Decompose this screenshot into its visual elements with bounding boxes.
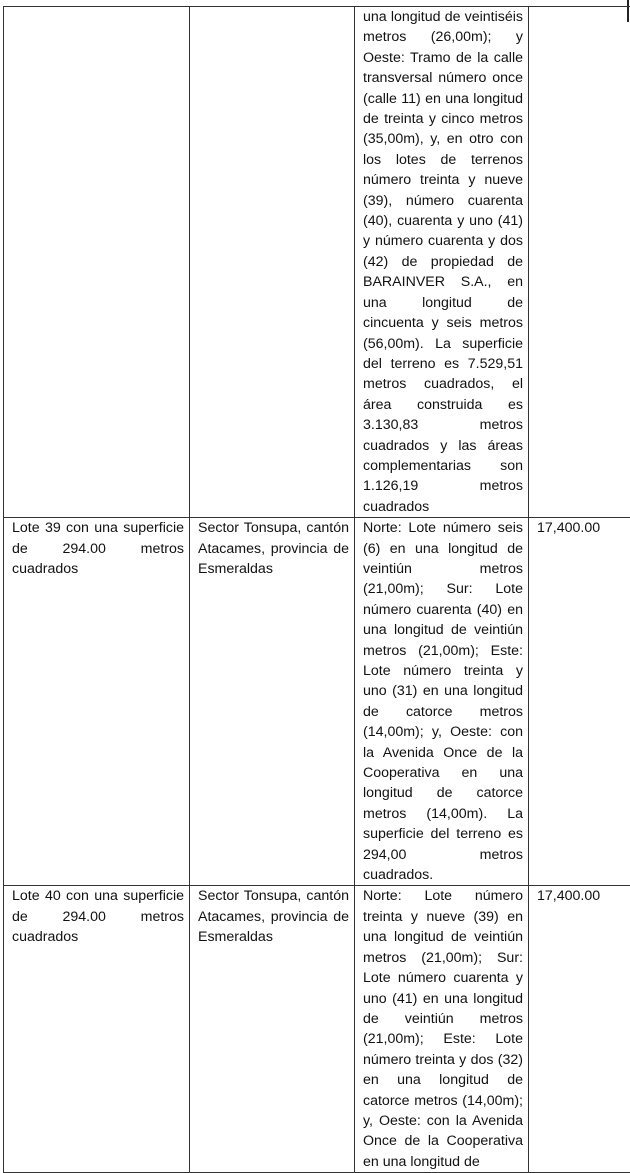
lot-location-cell: Sector Tonsupa, cantón Atacames, provincia de Esmeraldas xyxy=(190,518,355,886)
lot-location-cell: Sector Tonsupa, cantón Atacames, provincia de Esmeraldas xyxy=(190,886,355,1173)
lot-boundaries-cell: una longitud de veintiséis metros (26,00m); y Oeste: Tramo de la calle transversal número once (calle 11) en una longitud de treinta y cinco metros (35,00m), y, en otro con los lotes de terrenos número treinta y nueve (39), número cuarenta (40), cuarenta y uno (41) y número cuarenta y dos (42) de propiedad de BARAINVER S.A., en una longitud de cincuenta y seis metros (56,00m). La superficie del terreno es 7.529,51 metros cuadrados, el área construida es 3.130,83 metros cuadrados y las áreas complementarias son 1.126,19 metros cuadrados xyxy=(355,7,529,518)
lot-value-cell xyxy=(529,7,630,518)
property-lots-table xyxy=(3,6,630,1173)
lot-value-cell: 17,400.00 xyxy=(529,518,630,886)
table-row xyxy=(4,518,630,886)
lot-description-cell: Lote 39 con una superficie de 294.00 metros cuadrados xyxy=(4,518,190,886)
lot-boundaries-cell: Norte: Lote número treinta y nueve (39) en una longitud de veintiún metros (21,00m); Sur: Lote número cuarenta y uno (41) en una longitud de veintiún metros (21,00m); Este: Lote número treinta y dos (32) en una longitud de catorce metros (14,00m); y, Oeste: con la Avenida Once de la Cooperativa en una longitud de xyxy=(355,886,529,1173)
lot-description-cell xyxy=(4,7,190,518)
lot-boundaries-cell: Norte: Lote número seis (6) en una longitud de veintiún metros (21,00m); Sur: Lote número cuarenta (40) en una longitud de veintiún metros (21,00m); Este: Lote número treinta y uno (31) en una longitud de catorce metros (14,00m); y, Oeste: con la Avenida Once de la Cooperativa en una longitud de catorce metros (14,00m). La superficie del terreno es 294,00 metros cuadrados. xyxy=(355,518,529,886)
lot-value-cell: 17,400.00 xyxy=(529,886,630,1173)
lot-location-cell xyxy=(190,7,355,518)
lot-description-cell: Lote 40 con una superficie de 294.00 metros cuadrados xyxy=(4,886,190,1173)
table-row xyxy=(4,7,630,518)
table-row xyxy=(4,886,630,1173)
